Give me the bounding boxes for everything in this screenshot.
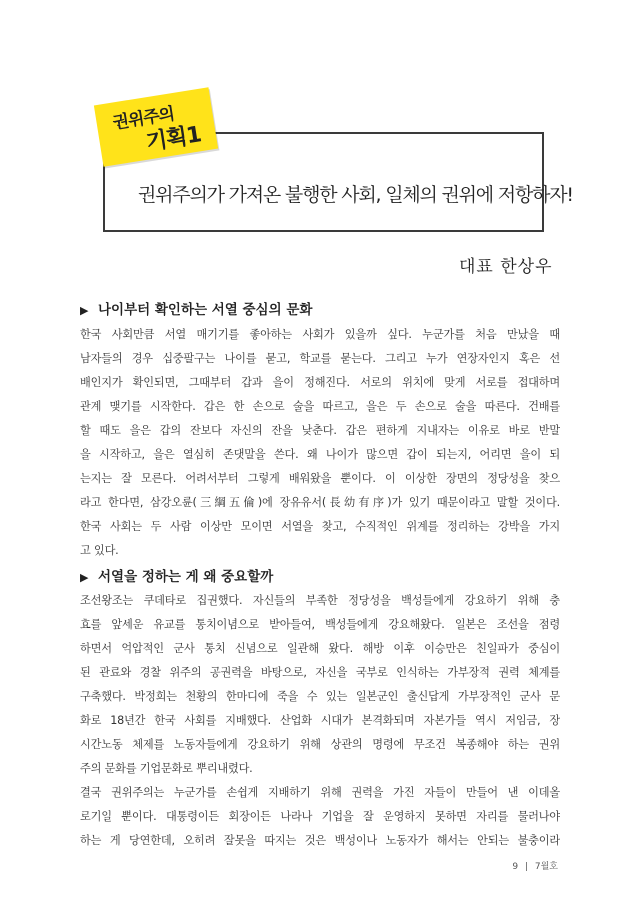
paragraph-line: 고 있다. [80, 544, 119, 557]
paragraph-line: 조선왕조는 쿠데타로 집권했다. 자신들의 부족한 정당성을 백성들에게 강요하기 위해 충 [80, 594, 560, 607]
page-number: 9 [512, 862, 519, 872]
series-tag-number: 기획1 [144, 122, 203, 156]
paragraph-line: 라고 한다면, 삼강오륜(三綱五倫)에 장유유서(長幼有序)가 있기 때문이라고 말할 것이다. [80, 496, 560, 509]
paragraph-line: 한국 사회는 두 사람 이상만 모이면 서열을 찾고, 수직적인 위계를 정리하는 강박을 가지 [80, 520, 560, 533]
series-tag-label: 권위주의 [111, 104, 176, 134]
issue-label: 7월호 [534, 862, 558, 872]
author-byline: 대표 한상우 [459, 257, 553, 277]
paragraph-line: 는지는 잘 모른다. 어려서부터 그렇게 배워왔을 뿐이다. 이 이상한 장면의 정당성을 찾으 [80, 472, 560, 485]
page-footer [512, 859, 558, 872]
footer-separator: | [524, 862, 528, 872]
article-title: 권위주의가 가져온 불행한 사회, 일체의 권위에 저항하자! [138, 184, 573, 206]
paragraph-line: 하면서 억압적인 군사 통치 신념으로 일관해 왔다. 해방 이후 이승만은 친일파가 중심이 [80, 642, 560, 655]
paragraph-line: 배인지가 확인되면, 그때부터 갑과 을이 정해진다. 서로의 위치에 맞게 서로를 접대하며 [80, 376, 560, 389]
paragraph-line: 시간노동 체제를 노동자들에게 강요하기 위해 상관의 명령에 무조건 복종해야 하는 권위 [80, 738, 560, 751]
paragraph-line: 결국 권위주의는 누군가를 손쉽게 지배하기 위해 권력을 가진 자들이 만들어 낸 이데올 [80, 786, 560, 799]
paragraph-line: 한국 사회만큼 서열 매기기를 좋아하는 사회가 있을까 싶다. 누군가를 처음 만났을 때 [80, 328, 560, 341]
paragraph-line: 구축했다. 박정희는 천황의 한마디에 죽을 수 있는 일본군인 출신답게 가부장적인 군사 문 [80, 690, 560, 703]
paragraph-line: 할 때도 을은 갑의 잔보다 자신의 잔을 낮춘다. 갑은 편하게 지내자는 이유로 바로 반말 [80, 424, 560, 437]
triangle-bullet-icon: ▶ [80, 304, 89, 317]
paragraph-line: 주의 문화를 기업문화로 뿌리내렸다. [80, 762, 253, 775]
paragraph-line: 남자들의 경우 십중팔구는 나이를 묻고, 학교를 묻는다. 그리고 누가 연장자인지 혹은 선 [80, 352, 560, 365]
section-heading: ▶ 나이부터 확인하는 서열 중심의 문화 [80, 302, 313, 318]
triangle-bullet-icon: ▶ [80, 571, 89, 584]
paragraph-line: 효를 앞세운 유교를 통치이념으로 받아들여, 백성들에게 강요해왔다. 일본은 조선을 점령 [80, 618, 560, 631]
paragraph-line: 로기일 뿐이다. 대통령이든 회장이든 나라나 기업을 잘 운영하지 못하면 자리를 물러나야 [80, 810, 560, 823]
paragraph-line: 관계 맺기를 시작한다. 갑은 한 손으로 술을 따르고, 을은 두 손으로 술을 따른다. 건배를 [80, 400, 560, 413]
section-heading: ▶ 서열을 정하는 게 왜 중요할까 [80, 569, 274, 585]
paragraph-line: 화로 18년간 한국 사회를 지배했다. 산업화 시대가 본격화되며 자본가들 역시 저임금, 장 [80, 714, 560, 727]
paragraph-line: 하는 게 당연한데, 오히려 잘못을 따지는 것은 백성이나 노동자가 해서는 안되는 불충이라 [80, 834, 560, 847]
paragraph-line: 된 관료와 경찰 위주의 공권력을 바탕으로, 자신을 국부로 인식하는 가부장적 권력 체계를 [80, 666, 560, 679]
paragraph-line: 을 시작하고, 을은 열심히 존댓말을 쓴다. 왜 나이가 많으면 갑이 되는지, 어리면 을이 되 [80, 448, 560, 461]
